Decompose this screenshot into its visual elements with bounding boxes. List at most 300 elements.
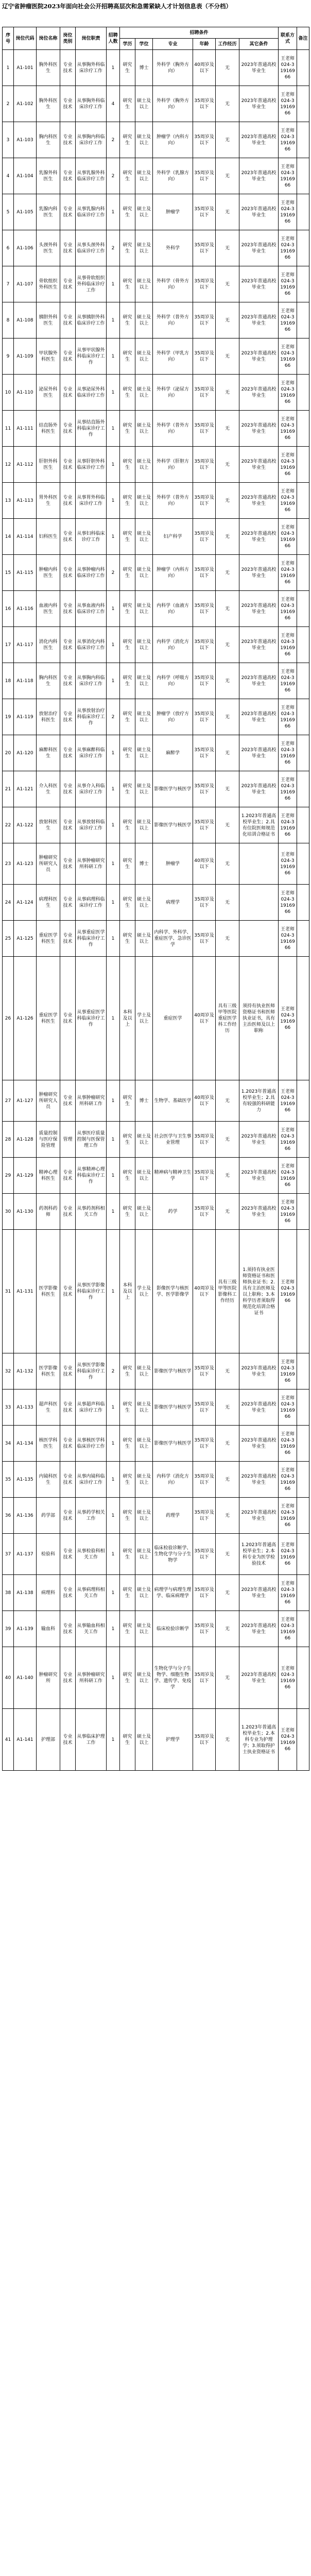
cell-major: 生物化学与分子生物学、细胞生物学、遗传学、免疫学 bbox=[153, 1647, 193, 1709]
cell-post-code: A1-132 bbox=[14, 1353, 37, 1389]
cell-contact: 王老师 024-31916966 bbox=[279, 1426, 297, 1462]
cell-education: 研究生 bbox=[120, 483, 135, 519]
cell-post-duty: 从事胸内科临床诊疗工作 bbox=[76, 663, 107, 699]
cell-other: 2023年普通高校毕业生 bbox=[239, 50, 279, 86]
cell-education: 研究生 bbox=[120, 843, 135, 885]
cell-other: 2023年普通高校毕业生 bbox=[239, 1498, 279, 1534]
cell-other: 2023年普通高校毕业生 bbox=[239, 1462, 279, 1498]
cell-post-code: A1-139 bbox=[14, 1611, 37, 1647]
cell-plan-count: 1 bbox=[107, 957, 120, 1080]
cell-post-name: 病理科 bbox=[37, 1575, 60, 1611]
cell-age: 35周岁及以下 bbox=[193, 921, 216, 957]
cell-post-duty: 从事核医学科临床诊疗工作 bbox=[76, 1426, 107, 1462]
cell-post-duty: 从事泌尿外科临床诊疗工作 bbox=[76, 375, 107, 411]
cell-experience: 无 bbox=[216, 483, 239, 519]
cell-degree: 硕士及以上 bbox=[135, 735, 153, 771]
cell-post-name: 泌尿外科医生 bbox=[37, 375, 60, 411]
cell-experience: 无 bbox=[216, 1647, 239, 1709]
cell-contact: 王老师 024-31916966 bbox=[279, 843, 297, 885]
table-row bbox=[3, 302, 309, 338]
cell-major: 临床检验诊断学 bbox=[153, 1611, 193, 1647]
cell-plan-count: 1 bbox=[107, 1498, 120, 1534]
cell-remark bbox=[297, 771, 309, 807]
cell-education: 研究生 bbox=[120, 1611, 135, 1647]
cell-age: 35周岁及以下 bbox=[193, 699, 216, 735]
cell-post-name: 乳腺外科医生 bbox=[37, 158, 60, 194]
cell-post-category: 专业技术 bbox=[60, 957, 76, 1080]
cell-education: 研究生 bbox=[120, 122, 135, 158]
cell-contact: 王老师 024-31916966 bbox=[279, 411, 297, 447]
cell-post-category: 专业技术 bbox=[60, 663, 76, 699]
cell-age: 35周岁及以下 bbox=[193, 194, 216, 230]
cell-post-category: 专业技术 bbox=[60, 1230, 76, 1353]
cell-post-name: 病理科医生 bbox=[37, 885, 60, 921]
cell-contact: 王老师 024-31916966 bbox=[279, 194, 297, 230]
cell-post-category: 专业技术 bbox=[60, 447, 76, 483]
cell-post-category: 专业技术 bbox=[60, 699, 76, 735]
cell-plan-count: 1 bbox=[107, 921, 120, 957]
cell-remark bbox=[297, 663, 309, 699]
cell-other: 2023年普通高校毕业生 bbox=[239, 627, 279, 663]
cell-remark bbox=[297, 1498, 309, 1534]
cell-degree: 博士 bbox=[135, 843, 153, 885]
cell-post-category: 专业技术 bbox=[60, 411, 76, 447]
cell-post-category: 专业技术 bbox=[60, 627, 76, 663]
cell-post-category: 专业技术 bbox=[60, 591, 76, 627]
cell-contact: 王老师 024-31916966 bbox=[279, 1462, 297, 1498]
cell-education: 研究生 bbox=[120, 1462, 135, 1498]
cell-seq: 15 bbox=[3, 555, 14, 591]
cell-post-duty: 从事医学影像科临床诊疗工作 bbox=[76, 1230, 107, 1353]
cell-contact: 王老师 024-31916966 bbox=[279, 1122, 297, 1158]
cell-post-code: A1-114 bbox=[14, 519, 37, 555]
cell-major: 内科学（消化方向） bbox=[153, 1462, 193, 1498]
cell-post-duty: 从事头颈外科临床诊疗工作 bbox=[76, 230, 107, 266]
cell-plan-count: 1 bbox=[107, 1709, 120, 1771]
cell-other: 2023年普通高校毕业生 bbox=[239, 1353, 279, 1389]
cell-contact: 王老师 024-31916966 bbox=[279, 1498, 297, 1534]
cell-post-code: A1-116 bbox=[14, 591, 37, 627]
cell-seq: 32 bbox=[3, 1353, 14, 1389]
cell-experience: 无 bbox=[216, 230, 239, 266]
cell-other: 2023年普通高校毕业生 bbox=[239, 1611, 279, 1647]
cell-education: 研究生 bbox=[120, 1709, 135, 1771]
table-row bbox=[3, 1709, 309, 1771]
cell-education: 研究生 bbox=[120, 1575, 135, 1611]
cell-age: 35周岁及以下 bbox=[193, 447, 216, 483]
cell-post-duty: 从事胃外科临床诊疗工作 bbox=[76, 483, 107, 519]
cell-major: 肿瘤学（内科方向） bbox=[153, 122, 193, 158]
cell-other: 2023年普通高校毕业生 bbox=[239, 1389, 279, 1426]
cell-contact: 王老师 024-31916966 bbox=[279, 375, 297, 411]
table-row bbox=[3, 230, 309, 266]
cell-contact: 王老师 024-31916966 bbox=[279, 735, 297, 771]
cell-age: 35周岁及以下 bbox=[193, 1575, 216, 1611]
cell-major: 妇产科学 bbox=[153, 519, 193, 555]
cell-post-category: 专业技术 bbox=[60, 1611, 76, 1647]
cell-post-code: A1-133 bbox=[14, 1389, 37, 1426]
cell-degree: 硕士及以上 bbox=[135, 1498, 153, 1534]
cell-contact: 王老师 024-31916966 bbox=[279, 1158, 297, 1194]
cell-post-duty: 从事肿瘤研究所科研工作 bbox=[76, 1080, 107, 1122]
cell-degree: 硕士及以上 bbox=[135, 411, 153, 447]
cell-post-code: A1-104 bbox=[14, 158, 37, 194]
cell-education: 研究生 bbox=[120, 1158, 135, 1194]
cell-post-name: 头颈外科医生 bbox=[37, 230, 60, 266]
cell-post-category: 专业技术 bbox=[60, 735, 76, 771]
cell-other: 2023年普通高校毕业生 bbox=[239, 771, 279, 807]
cell-plan-count: 1 bbox=[107, 411, 120, 447]
cell-post-category: 专业技术 bbox=[60, 50, 76, 86]
cell-degree: 硕士及以上 bbox=[135, 1709, 153, 1771]
cell-age: 40周岁及以下 bbox=[193, 843, 216, 885]
cell-age: 35周岁及以下 bbox=[193, 483, 216, 519]
cell-degree: 硕士及以上 bbox=[135, 591, 153, 627]
cell-experience: 无 bbox=[216, 1158, 239, 1194]
cell-age: 35周岁及以下 bbox=[193, 591, 216, 627]
cell-other: 1.2023年普通高校毕业生；2.本科专业为护理学；3.须取得护士执业资格证书 bbox=[239, 1709, 279, 1771]
cell-degree: 硕士及以上 bbox=[135, 1426, 153, 1462]
cell-plan-count: 1 bbox=[107, 447, 120, 483]
cell-post-name: 乳腺内科医生 bbox=[37, 194, 60, 230]
cell-post-duty: 从事药剂科相关工作 bbox=[76, 1194, 107, 1230]
cell-post-name: 护理部 bbox=[37, 1709, 60, 1771]
cell-remark bbox=[297, 483, 309, 519]
cell-post-duty: 从事药学相关工作 bbox=[76, 1498, 107, 1534]
cell-post-name: 妇科医生 bbox=[37, 519, 60, 555]
cell-major: 肿瘤学 bbox=[153, 843, 193, 885]
cell-seq: 7 bbox=[3, 266, 14, 302]
cell-experience: 无 bbox=[216, 1498, 239, 1534]
cell-post-duty: 从事临床护理工作 bbox=[76, 1709, 107, 1771]
cell-post-category: 专业技术 bbox=[60, 885, 76, 921]
cell-post-name: 胰胆外科医生 bbox=[37, 302, 60, 338]
cell-plan-count: 1 bbox=[107, 519, 120, 555]
cell-major: 临床检验诊断学、生物化学与分子生物学 bbox=[153, 1534, 193, 1575]
cell-major: 麻醉学 bbox=[153, 735, 193, 771]
cell-age: 35周岁及以下 bbox=[193, 230, 216, 266]
cell-post-code: A1-110 bbox=[14, 375, 37, 411]
cell-post-category: 专业技术 bbox=[60, 921, 76, 957]
cell-post-category: 管理 bbox=[60, 1122, 76, 1158]
cell-experience: 无 bbox=[216, 1122, 239, 1158]
cell-seq: 12 bbox=[3, 447, 14, 483]
cell-post-duty: 从事结直肠外科临床诊疗工作 bbox=[76, 411, 107, 447]
table-row bbox=[3, 663, 309, 699]
cell-post-code: A1-108 bbox=[14, 302, 37, 338]
cell-post-name: 骨软组织外科医生 bbox=[37, 266, 60, 302]
cell-remark bbox=[297, 302, 309, 338]
table-row bbox=[3, 591, 309, 627]
cell-plan-count: 1 bbox=[107, 843, 120, 885]
cell-other: 2023年普通高校毕业生 bbox=[239, 1122, 279, 1158]
cell-contact: 王老师 024-31916966 bbox=[279, 1611, 297, 1647]
cell-experience: 无 bbox=[216, 1353, 239, 1389]
cell-remark bbox=[297, 921, 309, 957]
table-row bbox=[3, 807, 309, 843]
cell-plan-count: 1 bbox=[107, 375, 120, 411]
cell-post-code: A1-124 bbox=[14, 885, 37, 921]
cell-contact: 王老师 024-31916966 bbox=[279, 627, 297, 663]
cell-post-name: 血液内科医生 bbox=[37, 591, 60, 627]
cell-other: 2023年普通高校毕业生 bbox=[239, 230, 279, 266]
cell-age: 35周岁及以下 bbox=[193, 1647, 216, 1709]
cell-remark bbox=[297, 1389, 309, 1426]
cell-seq: 3 bbox=[3, 122, 14, 158]
cell-post-code: A1-126 bbox=[14, 957, 37, 1080]
cell-post-category: 专业技术 bbox=[60, 1158, 76, 1194]
cell-post-code: A1-119 bbox=[14, 699, 37, 735]
cell-post-category: 专业技术 bbox=[60, 1534, 76, 1575]
cell-contact: 王老师 024-31916966 bbox=[279, 158, 297, 194]
cell-major: 肿瘤学（放疗方向） bbox=[153, 699, 193, 735]
cell-degree: 硕士及以上 bbox=[135, 194, 153, 230]
cell-education: 研究生 bbox=[120, 807, 135, 843]
cell-remark bbox=[297, 50, 309, 86]
cell-post-code: A1-136 bbox=[14, 1498, 37, 1534]
cell-experience: 无 bbox=[216, 158, 239, 194]
cell-remark bbox=[297, 1158, 309, 1194]
cell-remark bbox=[297, 699, 309, 735]
table-row bbox=[3, 1080, 309, 1122]
cell-major: 影像医学与核医学、医学影像学 bbox=[153, 1230, 193, 1353]
cell-major: 病理学与病理生理学、临床病理学 bbox=[153, 1575, 193, 1611]
cell-post-duty: 从事骨软组织外科临床诊疗工作 bbox=[76, 266, 107, 302]
table-row bbox=[3, 843, 309, 885]
cell-remark bbox=[297, 1353, 309, 1389]
header-education: 学历 bbox=[120, 39, 135, 50]
cell-post-category: 专业技术 bbox=[60, 1498, 76, 1534]
cell-plan-count: 1 bbox=[107, 591, 120, 627]
cell-contact: 王老师 024-31916966 bbox=[279, 885, 297, 921]
cell-age: 40周岁及以下 bbox=[193, 1230, 216, 1353]
cell-seq: 18 bbox=[3, 663, 14, 699]
cell-degree: 硕士及以上 bbox=[135, 338, 153, 375]
cell-post-name: 医学影像科医生 bbox=[37, 1353, 60, 1389]
cell-education: 研究生 bbox=[120, 591, 135, 627]
table-row bbox=[3, 447, 309, 483]
cell-plan-count: 1 bbox=[107, 1611, 120, 1647]
cell-degree: 硕士及以上 bbox=[135, 302, 153, 338]
cell-age: 40周岁及以下 bbox=[193, 1080, 216, 1122]
cell-remark bbox=[297, 1122, 309, 1158]
cell-contact: 王老师 024-31916966 bbox=[279, 957, 297, 1080]
cell-plan-count: 1 bbox=[107, 663, 120, 699]
cell-major: 影像医学与核医学 bbox=[153, 1353, 193, 1389]
cell-post-duty: 从事医疗质量控制与医保管理工作 bbox=[76, 1122, 107, 1158]
cell-education: 研究生 bbox=[120, 555, 135, 591]
cell-degree: 学士及以上 bbox=[135, 1230, 153, 1353]
cell-post-name: 肿瘤研究所研究人员 bbox=[37, 843, 60, 885]
cell-education: 研究生 bbox=[120, 1080, 135, 1122]
cell-major: 内科学（血液方向） bbox=[153, 591, 193, 627]
cell-post-name: 重症医学科医生 bbox=[37, 957, 60, 1080]
cell-contact: 王老师 024-31916966 bbox=[279, 591, 297, 627]
cell-post-category: 专业技术 bbox=[60, 302, 76, 338]
cell-post-duty: 从事消化内科临床诊疗工作 bbox=[76, 627, 107, 663]
cell-education: 研究生 bbox=[120, 1534, 135, 1575]
cell-major: 生物学、基础医学 bbox=[153, 1080, 193, 1122]
cell-age: 35周岁及以下 bbox=[193, 86, 216, 122]
cell-post-category: 专业技术 bbox=[60, 807, 76, 843]
cell-experience: 无 bbox=[216, 122, 239, 158]
cell-degree: 硕士及以上 bbox=[135, 921, 153, 957]
cell-post-category: 专业技术 bbox=[60, 519, 76, 555]
cell-remark bbox=[297, 519, 309, 555]
cell-education: 研究生 bbox=[120, 771, 135, 807]
cell-education: 研究生 bbox=[120, 375, 135, 411]
cell-post-category: 专业技术 bbox=[60, 1353, 76, 1389]
cell-education: 研究生 bbox=[120, 885, 135, 921]
cell-contact: 王老师 024-31916966 bbox=[279, 1534, 297, 1575]
cell-seq: 40 bbox=[3, 1647, 14, 1709]
table-row bbox=[3, 555, 309, 591]
cell-major: 病理学 bbox=[153, 885, 193, 921]
cell-other: 2023年普通高校毕业生 bbox=[239, 302, 279, 338]
cell-education: 研究生 bbox=[120, 411, 135, 447]
cell-degree: 硕士及以上 bbox=[135, 1122, 153, 1158]
table-row bbox=[3, 338, 309, 375]
cell-contact: 王老师 024-31916966 bbox=[279, 1080, 297, 1122]
cell-post-duty: 从事麻醉科临床诊疗工作 bbox=[76, 735, 107, 771]
cell-degree: 硕士及以上 bbox=[135, 122, 153, 158]
cell-degree: 硕士及以上 bbox=[135, 1575, 153, 1611]
cell-plan-count: 1 bbox=[107, 1575, 120, 1611]
cell-degree: 硕士及以上 bbox=[135, 1353, 153, 1389]
cell-post-name: 药学部 bbox=[37, 1498, 60, 1534]
table-row bbox=[3, 1575, 309, 1611]
cell-post-name: 肝胆外科医生 bbox=[37, 447, 60, 483]
cell-degree: 博士 bbox=[135, 1080, 153, 1122]
cell-education: 研究生 bbox=[120, 1498, 135, 1534]
cell-post-code: A1-121 bbox=[14, 771, 37, 807]
cell-age: 35周岁及以下 bbox=[193, 1534, 216, 1575]
cell-post-duty: 从事内镜科临床诊疗工作 bbox=[76, 1462, 107, 1498]
cell-other: 须持有执业医师资格证书和医师执业证书，具有主治医师及以上职称 bbox=[239, 957, 279, 1080]
cell-seq: 35 bbox=[3, 1462, 14, 1498]
cell-post-duty: 从事医学影像科临床诊疗工作 bbox=[76, 1353, 107, 1389]
table-row bbox=[3, 1611, 309, 1647]
cell-seq: 38 bbox=[3, 1575, 14, 1611]
table-row bbox=[3, 921, 309, 957]
cell-seq: 41 bbox=[3, 1709, 14, 1771]
cell-post-name: 消化内科医生 bbox=[37, 627, 60, 663]
cell-post-duty: 从事精神心理科临床诊疗工作 bbox=[76, 1158, 107, 1194]
cell-experience: 无 bbox=[216, 555, 239, 591]
cell-experience: 无 bbox=[216, 735, 239, 771]
cell-experience: 无 bbox=[216, 771, 239, 807]
cell-post-category: 专业技术 bbox=[60, 1194, 76, 1230]
cell-post-code: A1-141 bbox=[14, 1709, 37, 1771]
cell-plan-count: 2 bbox=[107, 1353, 120, 1389]
header-degree: 学位 bbox=[135, 39, 153, 50]
cell-education: 研究生 bbox=[120, 735, 135, 771]
cell-post-name: 胸外科医生 bbox=[37, 86, 60, 122]
table-row bbox=[3, 519, 309, 555]
cell-other: 2023年普通高校毕业生 bbox=[239, 1158, 279, 1194]
cell-experience: 无 bbox=[216, 627, 239, 663]
cell-experience: 无 bbox=[216, 194, 239, 230]
cell-contact: 王老师 024-31916966 bbox=[279, 771, 297, 807]
cell-remark bbox=[297, 1462, 309, 1498]
cell-remark bbox=[297, 338, 309, 375]
cell-remark bbox=[297, 230, 309, 266]
cell-degree: 硕士及以上 bbox=[135, 230, 153, 266]
cell-post-duty: 从事胸内科临床诊疗工作 bbox=[76, 122, 107, 158]
cell-plan-count: 1 bbox=[107, 302, 120, 338]
table-row bbox=[3, 50, 309, 86]
cell-post-category: 专业技术 bbox=[60, 194, 76, 230]
cell-plan-count: 1 bbox=[107, 1230, 120, 1353]
cell-experience: 无 bbox=[216, 921, 239, 957]
cell-degree: 硕士及以上 bbox=[135, 158, 153, 194]
cell-degree: 学士及以上 bbox=[135, 957, 153, 1080]
cell-post-name: 介入科医生 bbox=[37, 771, 60, 807]
cell-age: 35周岁及以下 bbox=[193, 375, 216, 411]
cell-seq: 22 bbox=[3, 807, 14, 843]
cell-plan-count: 2 bbox=[107, 122, 120, 158]
table-row bbox=[3, 735, 309, 771]
cell-major: 药学 bbox=[153, 1194, 193, 1230]
cell-contact: 王老师 024-31916966 bbox=[279, 266, 297, 302]
cell-post-code: A1-106 bbox=[14, 230, 37, 266]
cell-post-name: 质量控制与医疗保险管理 bbox=[37, 1122, 60, 1158]
cell-experience: 无 bbox=[216, 50, 239, 86]
cell-contact: 王老师 024-31916966 bbox=[279, 807, 297, 843]
cell-age: 35周岁及以下 bbox=[193, 1426, 216, 1462]
cell-age: 35周岁及以下 bbox=[193, 663, 216, 699]
cell-remark bbox=[297, 885, 309, 921]
cell-plan-count: 1 bbox=[107, 1158, 120, 1194]
cell-education: 研究生 bbox=[120, 519, 135, 555]
cell-remark bbox=[297, 1194, 309, 1230]
cell-post-code: A1-123 bbox=[14, 843, 37, 885]
cell-post-code: A1-113 bbox=[14, 483, 37, 519]
cell-contact: 王老师 024-31916966 bbox=[279, 1230, 297, 1353]
cell-seq: 24 bbox=[3, 885, 14, 921]
cell-post-code: A1-118 bbox=[14, 663, 37, 699]
cell-education: 研究生 bbox=[120, 627, 135, 663]
cell-contact: 王老师 024-31916966 bbox=[279, 1709, 297, 1771]
cell-remark bbox=[297, 1426, 309, 1462]
cell-experience: 无 bbox=[216, 843, 239, 885]
cell-other: 2023年普通高校毕业生 bbox=[239, 411, 279, 447]
cell-post-code: A1-102 bbox=[14, 86, 37, 122]
cell-experience: 无 bbox=[216, 447, 239, 483]
cell-major: 外科学（甲乳方向） bbox=[153, 338, 193, 375]
cell-other: 2023年普通高校毕业生 bbox=[239, 1426, 279, 1462]
cell-education: 研究生 bbox=[120, 338, 135, 375]
cell-post-duty: 从事检验科相关工作 bbox=[76, 1534, 107, 1575]
cell-post-category: 专业技术 bbox=[60, 1647, 76, 1709]
cell-post-name: 肿瘤内科医生 bbox=[37, 555, 60, 591]
cell-plan-count: 1 bbox=[107, 1462, 120, 1498]
cell-degree: 硕士及以上 bbox=[135, 771, 153, 807]
cell-post-code: A1-137 bbox=[14, 1534, 37, 1575]
cell-post-name: 肿瘤研究所 bbox=[37, 1647, 60, 1709]
cell-degree: 硕士及以上 bbox=[135, 1611, 153, 1647]
cell-seq: 8 bbox=[3, 302, 14, 338]
cell-age: 35周岁及以下 bbox=[193, 1194, 216, 1230]
cell-experience: 无 bbox=[216, 807, 239, 843]
cell-degree: 硕士及以上 bbox=[135, 1534, 153, 1575]
cell-remark bbox=[297, 1709, 309, 1771]
header-conditions-group: 招聘条件 bbox=[120, 27, 279, 39]
cell-remark bbox=[297, 447, 309, 483]
table-row bbox=[3, 1534, 309, 1575]
cell-remark bbox=[297, 375, 309, 411]
cell-education: 研究生 bbox=[120, 1353, 135, 1389]
